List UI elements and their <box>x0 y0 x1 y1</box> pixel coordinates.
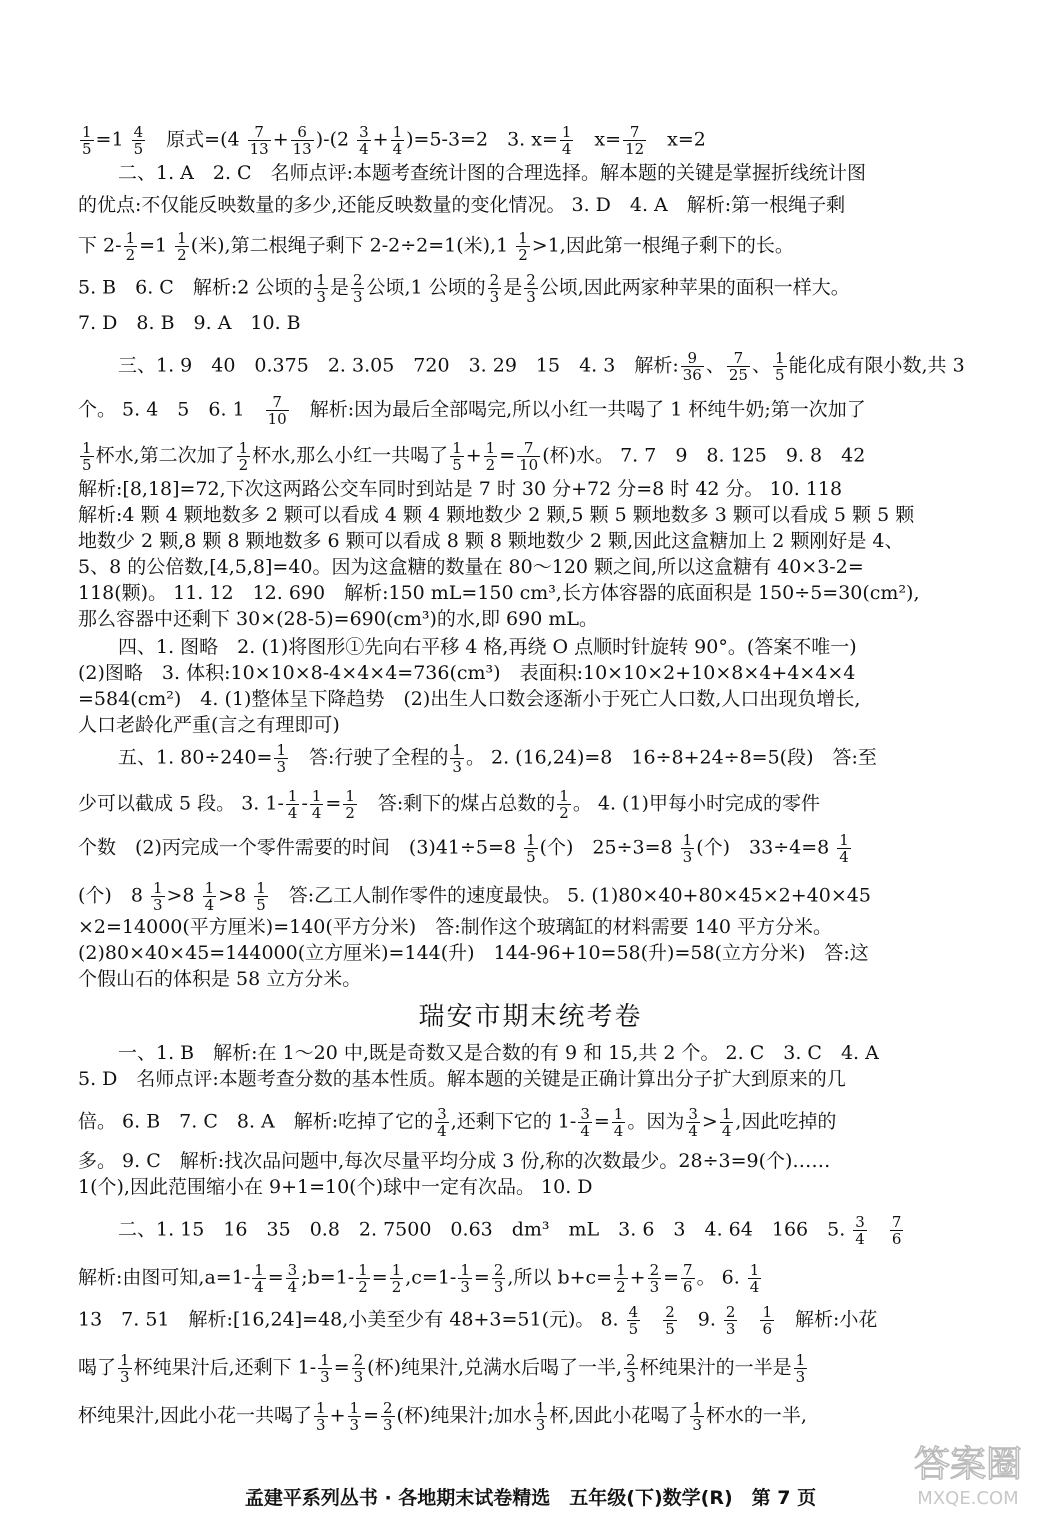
fraction: $\frac{1}{4}$ <box>254 1262 264 1295</box>
fraction: $\frac{2}{3}$ <box>353 1352 364 1385</box>
fraction: $\frac{1}{3}$ <box>452 742 462 775</box>
ruian-answer-line: 杯纯果汁,因此小花一共喝了 $\frac{1}{3}$ + $\frac{1}{3}$ = $\frac{2}{3}$ (杯)纯果汁;加水 $\frac{1}{3}$ 杯,因此小花喝了 $\frac{1}{3}$ 杯水的一半, <box>78 1400 807 1433</box>
fraction: $\frac{7}{10}$ <box>519 440 539 473</box>
fraction: $\frac{1}{3}$ <box>795 1352 806 1385</box>
fraction: $\frac{1}{3}$ <box>682 832 693 865</box>
answer-line: (2)图略 3. 体积:10×10×8-4×4×4=736(cm³) 表面积:10×10×2+10×8×4+4×4×4 <box>78 662 856 684</box>
fraction: $\frac{2}{3}$ <box>382 1400 393 1433</box>
fraction: $\frac{2}{3}$ <box>493 1262 504 1295</box>
fraction: $\frac{1}{2}$ <box>177 230 187 263</box>
fraction: $\frac{1}{5}$ <box>452 440 462 473</box>
watermark-text: 答案圈 <box>913 1444 1023 1485</box>
fraction: $\frac{1}{4}$ <box>392 124 403 157</box>
fraction: $\frac{3}{4}$ <box>855 1214 865 1247</box>
ruian-answer-line: 二、1. 15 16 35 0.8 2. 7500 0.63 dm³ mL 3. 6 3 4. 64 166 5. $\frac{3}{4}$ $\frac{7}{6}$ <box>118 1214 902 1247</box>
fraction: $\frac{6}{13}$ <box>292 124 312 157</box>
answer-line: 个数 (2)丙完成一个零件需要的时间 (3)41÷5=8 $\frac{1}{5}$ (个) 25÷3=8 $\frac{1}{3}$ (个) 33÷4=8 $\frac{1}{4}$ <box>78 832 849 865</box>
fraction: $\frac{7}{25}$ <box>728 350 748 383</box>
fraction: $\frac{1}{4}$ <box>839 832 849 865</box>
answer-line: 三、1. 9 40 0.375 2. 3.05 720 3. 29 15 4. 3 解析: $\frac{9}{36}$ 、 $\frac{7}{25}$ 、 $\frac{1}{5}$ 能化成有限小数,共 3 <box>118 350 965 383</box>
answer-line: 少可以截成 5 段。 3. 1- $\frac{1}{4}$ - $\frac{1}{4}$ = $\frac{1}{2}$ 答:剩下的煤占总数的 $\frac{1}{2}$ 。 4. (1)甲每小时完成的零件 <box>78 788 820 821</box>
ruian-answer-line: 1(个),因此范围缩小在 9+1=10(个)球中一定有次品。 10. D <box>78 1176 593 1198</box>
answer-line: 地数少 2 颗,8 颗 8 颗地数多 6 颗可以看成 8 颗 8 颗地数少 2 颗,因此这盒糖加上 2 颗刚好是 4、 <box>78 530 904 552</box>
fraction: $\frac{3}{4}$ <box>437 1106 447 1139</box>
fraction: $\frac{1}{3}$ <box>349 1400 360 1433</box>
fraction: $\frac{7}{13}$ <box>249 124 269 157</box>
answer-line: 下 2- $\frac{1}{2}$ =1 $\frac{1}{2}$ (米),第二根绳子剩下 2-2÷2=1(米),1 $\frac{1}{2}$ >1,因此第一根绳子剩下的长。 <box>78 230 794 263</box>
fraction: $\frac{7}{10}$ <box>267 394 287 427</box>
fraction: $\frac{1}{4}$ <box>721 1106 732 1139</box>
answer-line: 四、1. 图略 2. (1)将图形①先向右平移 4 格,再绕 O 点顺时针旋转 90°。(答案不唯一) <box>118 636 857 658</box>
answer-line: 解析:4 颗 4 颗地数多 2 颗可以看成 4 颗 4 颗地数少 2 颗,5 颗 5 颗地数多 3 颗可以看成 5 颗 5 颗 <box>78 504 915 526</box>
answer-line: 的优点:不仅能反映数量的多少,还能反映数量的变化情况。 3. D 4. A 解析:第一根绳子剩 <box>78 194 846 216</box>
fraction: $\frac{1}{5}$ <box>774 350 785 383</box>
ruian-answer-line: 倍。 6. B 7. C 8. A 解析:吃掉了它的 $\frac{3}{4}$ ,还剩下它的 1- $\frac{3}{4}$ = $\frac{1}{4}$ 。因为 $\frac{3}{4}$ > $\frac{1}{4}$ ,因此吃掉的 <box>78 1106 837 1139</box>
answer-line: 5. B 6. C 解析:2 公顷的 $\frac{1}{3}$ 是 $\frac{2}{3}$ 公顷,1 公顷的 $\frac{2}{3}$ 是 $\frac{2}{3}$ 公顷,因此两家种苹果的面积一样大。 <box>78 272 850 305</box>
answer-line: 个。 5. 4 5 6. 1 $\frac{7}{10}$ 解析:因为最后全部喝完,所以小红一共喝了 1 杯纯牛奶;第一次加了 <box>78 394 866 427</box>
fraction: $\frac{7}{6}$ <box>891 1214 902 1247</box>
fraction: $\frac{1}{2}$ <box>358 1262 368 1295</box>
fraction: $\frac{1}{3}$ <box>535 1400 546 1433</box>
fraction: $\frac{3}{4}$ <box>287 1262 298 1295</box>
fraction: $\frac{1}{4}$ <box>749 1262 760 1295</box>
answer-line: $\frac{1}{5}$ 杯水,第二次加了 $\frac{1}{2}$ 杯水,那么小红一共喝了 $\frac{1}{5}$ + $\frac{1}{2}$ = $\frac{7}{10}$ (杯)水。 7. 7 9 8. 125 9. 8 42 <box>82 440 866 473</box>
fraction: $\frac{2}{3}$ <box>649 1262 660 1295</box>
watermark-logo <box>893 1434 1043 1514</box>
fraction: $\frac{1}{3}$ <box>152 880 163 913</box>
fraction: $\frac{1}{4}$ <box>561 124 572 157</box>
answer-line: 那么容器中还剩下 30×(28-5)=690(cm³)的水,即 690 mL。 <box>78 608 598 630</box>
fraction: $\frac{1}{2}$ <box>616 1262 626 1295</box>
fraction: $\frac{4}{5}$ <box>628 1304 639 1337</box>
fraction: $\frac{1}{3}$ <box>316 1400 326 1433</box>
fraction: $\frac{3}{4}$ <box>688 1106 698 1139</box>
answer-line: (个) 8 $\frac{1}{3}$ >8 $\frac{1}{4}$ >8 $\frac{1}{5}$ 答:乙工人制作零件的速度最快。 5. (1)80×40+80×45×2+40×45 <box>78 880 871 913</box>
fraction: $\frac{2}{3}$ <box>489 272 500 305</box>
watermark-url: MXQE.COM <box>917 1488 1019 1509</box>
fraction: $\frac{1}{3}$ <box>316 272 326 305</box>
fraction: $\frac{2}{3}$ <box>526 272 536 305</box>
ruian-answer-line: 喝了 $\frac{1}{3}$ 杯纯果汁后,还剩下 1- $\frac{1}{3}$ = $\frac{2}{3}$ (杯)纯果汁,兑满水后喝了一半, $\frac{2}{3}$ 杯纯果汁的一半是 $\frac{1}{3}$ <box>78 1352 806 1385</box>
ruian-answer-line: 解析:由图可知,a=1- $\frac{1}{4}$ = $\frac{3}{4}$ ;b=1- $\frac{1}{2}$ = $\frac{1}{2}$ ,c=1- $\frac{1}{3}$ = $\frac{2}{3}$ ,所以 b+c= $\frac{1}{2}$ + $\frac{2}{3}$ = $\frac{7}{6}$ 。 6. $\frac{1}{4}$ <box>78 1262 760 1295</box>
fraction: $\frac{1}{2}$ <box>485 440 496 473</box>
answer-line: (2)80×40×45=144000(立方厘米)=144(升) 144-96+10=58(升)=58(立方分米) 答:这 <box>78 942 869 964</box>
fraction: $\frac{3}{4}$ <box>359 124 369 157</box>
fraction: $\frac{1}{4}$ <box>204 880 215 913</box>
fraction: $\frac{1}{4}$ <box>287 788 298 821</box>
fraction: $\frac{1}{3}$ <box>120 1352 130 1385</box>
fraction: $\frac{2}{5}$ <box>665 1304 675 1337</box>
fraction: $\frac{7}{12}$ <box>625 124 645 157</box>
fraction: $\frac{1}{6}$ <box>762 1304 773 1337</box>
fraction: $\frac{1}{3}$ <box>276 742 286 775</box>
ruian-answer-line: 13 7. 51 解析:[16,24]=48,小美至少有 48+3=51(元)。 8. $\frac{4}{5}$ $\frac{2}{5}$ 9. $\frac{2}{3}$ $\frac{1}{6}$ 解析:小花 <box>78 1304 878 1337</box>
fraction: $\frac{1}{5}$ <box>526 832 536 865</box>
fraction: $\frac{3}{4}$ <box>580 1106 590 1139</box>
answer-line: 118(颗)。 11. 12 12. 690 解析:150 mL=150 cm³,长方体容器的底面积是 150÷5=30(cm²), <box>78 582 920 604</box>
fraction: $\frac{7}{6}$ <box>683 1262 693 1295</box>
answer-line: 7. D 8. B 9. A 10. B <box>78 312 301 334</box>
page-footer: 孟建平系列丛书 · 各地期末试卷精选 五年级(下)数学(R) 第 7 页 <box>244 1487 817 1509</box>
fraction: $\frac{1}{5}$ <box>82 440 92 473</box>
fraction: $\frac{1}{2}$ <box>345 788 355 821</box>
fraction: $\frac{1}{5}$ <box>256 880 266 913</box>
fraction: $\frac{1}{2}$ <box>518 230 528 263</box>
fraction: $\frac{4}{5}$ <box>133 124 144 157</box>
fraction: $\frac{9}{36}$ <box>682 350 702 383</box>
fraction: $\frac{1}{3}$ <box>460 1262 470 1295</box>
section-title: 瑞安市期末统考卷 <box>418 1002 643 1032</box>
fraction: $\frac{1}{2}$ <box>238 440 249 473</box>
fraction: $\frac{1}{2}$ <box>559 788 569 821</box>
answer-line: 二、1. A 2. C 名师点评:本题考查统计图的合理选择。解本题的关键是掌握折线统计图 <box>118 162 866 184</box>
fraction: $\frac{2}{3}$ <box>626 1352 636 1385</box>
fraction: $\frac{1}{4}$ <box>613 1106 624 1139</box>
fraction: $\frac{1}{4}$ <box>311 788 322 821</box>
ruian-answer-line: 一、1. B 解析:在 1～20 中,既是奇数又是合数的有 9 和 15,共 2 个。 2. C 3. C 4. A <box>118 1042 879 1064</box>
fraction: $\frac{2}{3}$ <box>725 1304 736 1337</box>
answer-line: $\frac{1}{5}$ =1 $\frac{4}{5}$ 原式=(4 $\frac{7}{13}$ + $\frac{6}{13}$ )-(2 $\frac{3}{4}$ + $\frac{1}{4}$ )=5-3=2 3. x= $\frac{1}{4}$ x= $\frac{7}{12}$ x=2 <box>82 124 706 157</box>
fraction: $\frac{1}{5}$ <box>82 124 92 157</box>
answer-line: =584(cm²) 4. (1)整体呈下降趋势 (2)出生人口数会逐渐小于死亡人口数,人口出现负增长, <box>78 688 861 710</box>
answer-line: 解析:[8,18]=72,下次这两路公交车同时到站是 7 时 30 分+72 分=8 时 42 分。 10. 118 <box>78 478 843 500</box>
answer-line: 5、8 的公倍数,[4,5,8]=40。因为这盒糖的数量在 80～120 颗之间,所以这盒糖有 40×3-2= <box>78 556 864 578</box>
ruian-answer-line: 5. D 名师点评:本题考查分数的基本性质。解本题的关键是正确计算出分子扩大到原来的几 <box>78 1068 846 1090</box>
fraction: $\frac{2}{3}$ <box>352 272 363 305</box>
answer-line: ×2=14000(平方厘米)=140(平方分米) 答:制作这个玻璃缸的材料需要 140 平方分米。 <box>78 916 832 938</box>
answer-line: 人口老龄化严重(言之有理即可) <box>78 714 340 736</box>
fraction: $\frac{1}{2}$ <box>125 230 136 263</box>
answer-line: 五、1. 80÷240= $\frac{1}{3}$ 答:行驶了全程的 $\frac{1}{3}$ 。 2. (16,24)=8 16÷8+24÷8=5(段) 答:至 <box>118 742 877 775</box>
fraction: $\frac{1}{3}$ <box>320 1352 330 1385</box>
ruian-answer-line: 多。 9. C 解析:找次品问题中,每次尽量平均分成 3 份,称的次数最少。28÷3=9(个)…… <box>78 1150 831 1172</box>
fraction: $\frac{1}{3}$ <box>692 1400 702 1433</box>
fraction: $\frac{1}{2}$ <box>391 1262 402 1295</box>
answer-line: 个假山石的体积是 58 立方分米。 <box>78 968 362 990</box>
